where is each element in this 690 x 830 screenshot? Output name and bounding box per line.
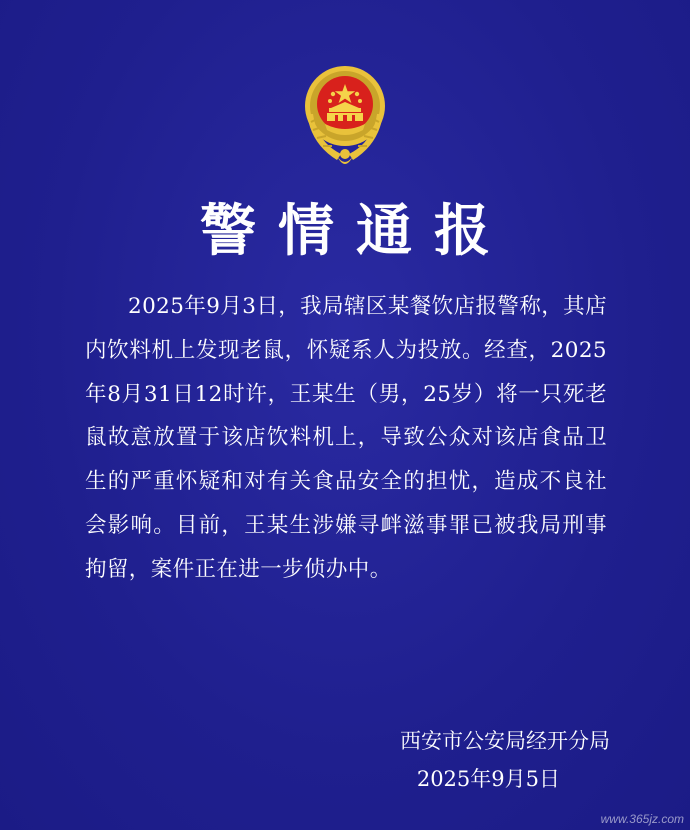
site-watermark: www.365jz.com <box>600 812 684 826</box>
notice-body: 2025年9月3日，我局辖区某餐饮店报警称，其店内饮料机上发现老鼠，怀疑系人为投放。经查，2025年8月31日12时许，王某生（男，25岁）将一只死老鼠故意放置于该店饮料机上，导致公众对该店食品卫生的严重怀疑和对有关食品安全的担忧，造成不良社会影响。目前，王某生涉嫌寻衅滋事罪已被我局刑事拘留，案件正在进一步侦办中。 <box>85 294 607 582</box>
notice-title: 警情通报 <box>200 198 512 264</box>
issue-date: 2025年9月5日 <box>416 767 560 791</box>
issuer-name: 西安市公安局经开分局 <box>400 729 610 753</box>
police-emblem-icon <box>297 64 393 172</box>
notice-signature <box>0 722 610 798</box>
